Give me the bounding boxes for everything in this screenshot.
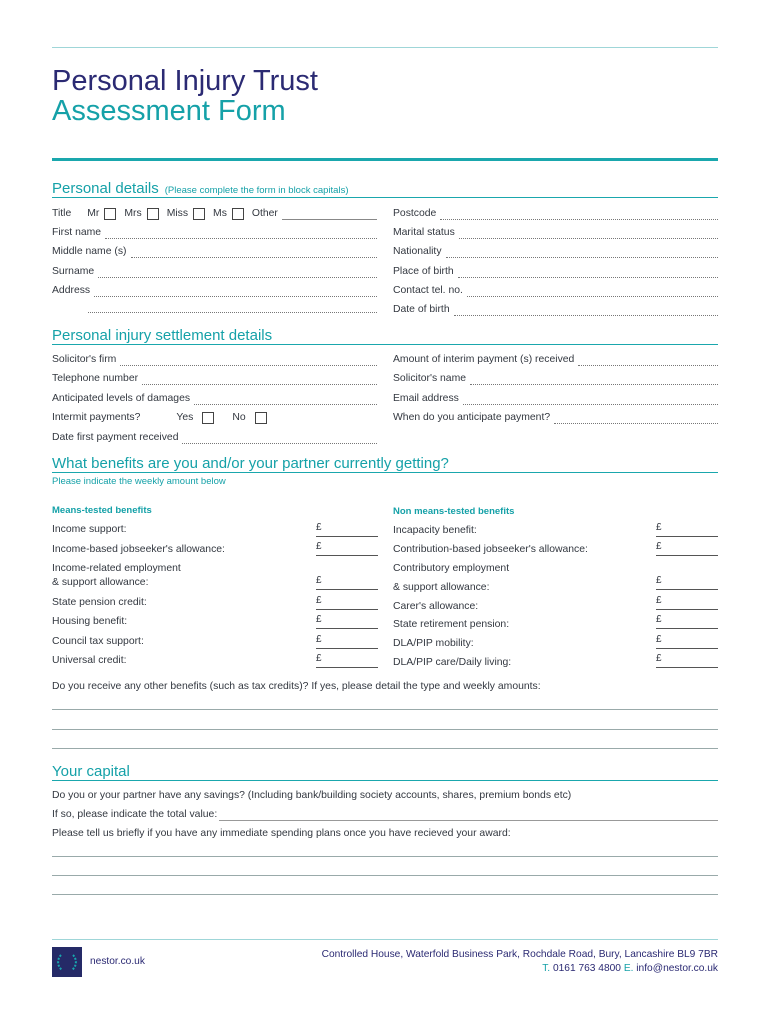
footer-address: Controlled House, Waterfold Business Park, Rochdale Road, Bury, Lancashire BL9 7BR xyxy=(321,949,718,960)
council-tax-amount[interactable]: £ xyxy=(316,634,378,649)
title-divider xyxy=(52,158,718,161)
footer-email-link[interactable]: info@nestor.co.uk xyxy=(636,963,718,974)
date-of-birth-field[interactable]: Date of birth xyxy=(393,303,718,316)
nestor-logo-icon xyxy=(52,947,82,977)
settlement-heading: Personal injury settlement details xyxy=(52,327,273,344)
incapacity-amount[interactable]: £ xyxy=(656,522,718,537)
personal-details-heading: Personal details (Please complete the form in block capitals) xyxy=(52,180,349,197)
page-title-line1: Personal Injury Trust xyxy=(52,65,318,97)
intermit-payments-row: Intermit payments? Yes No xyxy=(52,411,377,424)
anticipate-payment-field[interactable]: When do you anticipate payment? xyxy=(393,411,718,424)
spending-plans-line-1[interactable] xyxy=(52,856,718,857)
telephone-field[interactable]: Telephone number xyxy=(52,372,377,385)
means-tested-heading: Means-tested benefits xyxy=(52,505,152,516)
carers-allowance-label: Carer's allowance: xyxy=(393,601,479,612)
spending-plans-line-2[interactable] xyxy=(52,875,718,876)
footer-website[interactable]: nestor.co.uk xyxy=(90,956,145,967)
other-benefits-line-2[interactable] xyxy=(52,729,718,730)
non-means-tested-heading: Non means-tested benefits xyxy=(393,506,515,517)
surname-field[interactable]: Surname xyxy=(52,265,377,278)
contributory-esa-amount[interactable]: £ xyxy=(656,575,718,590)
benefits-heading: What benefits are you and/or your partner currently getting? xyxy=(52,455,449,472)
total-value-field[interactable]: If so, please indicate the total value: xyxy=(52,808,718,821)
contact-tel-field[interactable]: Contact tel. no. xyxy=(393,284,718,297)
page-title-line2: Assessment Form xyxy=(52,95,286,127)
capital-heading: Your capital xyxy=(52,763,130,780)
intermit-no-checkbox[interactable] xyxy=(255,412,267,424)
title-miss-checkbox[interactable] xyxy=(193,208,205,220)
income-esa-amount[interactable]: £ xyxy=(316,575,378,590)
income-jsa-amount[interactable]: £ xyxy=(316,541,378,556)
universal-credit-label: Universal credit: xyxy=(52,655,127,666)
title-other-field[interactable] xyxy=(282,210,377,220)
footer-rule xyxy=(52,939,718,940)
income-esa-label-1: Income-related employment xyxy=(52,563,181,574)
housing-benefit-label: Housing benefit: xyxy=(52,616,128,627)
other-benefits-question: Do you receive any other benefits (such as tax credits)? If yes, please detail the type and weekly amounts: xyxy=(52,681,541,692)
address-line2-field[interactable] xyxy=(88,303,377,313)
state-pension-amount[interactable]: £ xyxy=(656,614,718,629)
contribution-jsa-amount[interactable]: £ xyxy=(656,541,718,556)
footer-contacts: T. 0161 763 4800 E. info@nestor.co.uk xyxy=(542,963,718,974)
interim-payment-field[interactable]: Amount of interim payment (s) received xyxy=(393,353,718,366)
contribution-jsa-label: Contribution-based jobseeker's allowance: xyxy=(393,544,588,555)
carers-allowance-amount[interactable]: £ xyxy=(656,595,718,610)
dla-mobility-label: DLA/PIP mobility: xyxy=(393,638,474,649)
dla-mobility-amount[interactable]: £ xyxy=(656,634,718,649)
other-benefits-line-1[interactable] xyxy=(52,709,718,710)
solicitors-name-field[interactable]: Solicitor's name xyxy=(393,372,718,385)
contributory-esa-label-1: Contributory employment xyxy=(393,563,510,574)
middle-name-field[interactable]: Middle name (s) xyxy=(52,245,377,258)
solicitors-firm-field[interactable]: Solicitor's firm xyxy=(52,353,377,366)
dla-care-amount[interactable]: £ xyxy=(656,653,718,668)
first-name-field[interactable]: First name xyxy=(52,226,377,239)
nationality-field[interactable]: Nationality xyxy=(393,245,718,258)
spending-plans-question: Please tell us briefly if you have any immediate spending plans once you have recieved your award: xyxy=(52,828,511,839)
other-benefits-line-3[interactable] xyxy=(52,748,718,749)
income-jsa-label: Income-based jobseeker's allowance: xyxy=(52,544,225,555)
council-tax-label: Council tax support: xyxy=(52,636,144,647)
email-address-field[interactable]: Email address xyxy=(393,392,718,405)
title-mrs-checkbox[interactable] xyxy=(147,208,159,220)
housing-benefit-amount[interactable]: £ xyxy=(316,614,378,629)
marital-status-field[interactable]: Marital status xyxy=(393,226,718,239)
top-rule xyxy=(52,47,718,48)
pension-credit-label: State pension credit: xyxy=(52,597,147,608)
contributory-esa-label-2: & support allowance: xyxy=(393,582,490,593)
place-of-birth-field[interactable]: Place of birth xyxy=(393,265,718,278)
universal-credit-amount[interactable]: £ xyxy=(316,653,378,668)
income-esa-label-2: & support allowance: xyxy=(52,577,149,588)
state-pension-label: State retirement pension: xyxy=(393,619,510,630)
savings-question: Do you or your partner have any savings? (Including bank/building society accounts, shares, premium bonds etc) xyxy=(52,790,572,801)
benefits-note: Please indicate the weekly amount below xyxy=(52,476,226,487)
dla-care-label: DLA/PIP care/Daily living: xyxy=(393,657,512,668)
postcode-field[interactable]: Postcode xyxy=(393,207,718,220)
section-rule xyxy=(52,344,718,345)
income-support-label: Income support: xyxy=(52,524,127,535)
date-first-payment-field[interactable]: Date first payment received xyxy=(52,431,377,444)
pension-credit-amount[interactable]: £ xyxy=(316,595,378,610)
intermit-yes-checkbox[interactable] xyxy=(202,412,214,424)
section-rule xyxy=(52,780,718,781)
income-support-amount[interactable]: £ xyxy=(316,522,378,537)
title-mr-checkbox[interactable] xyxy=(104,208,116,220)
damages-field[interactable]: Anticipated levels of damages xyxy=(52,392,377,405)
title-row: Title Mr Mrs Miss Ms Other xyxy=(52,207,377,220)
section-rule xyxy=(52,197,718,198)
section-rule xyxy=(52,472,718,473)
address-field[interactable]: Address xyxy=(52,284,377,297)
spending-plans-line-3[interactable] xyxy=(52,894,718,895)
title-ms-checkbox[interactable] xyxy=(232,208,244,220)
incapacity-label: Incapacity benefit: xyxy=(393,525,477,536)
